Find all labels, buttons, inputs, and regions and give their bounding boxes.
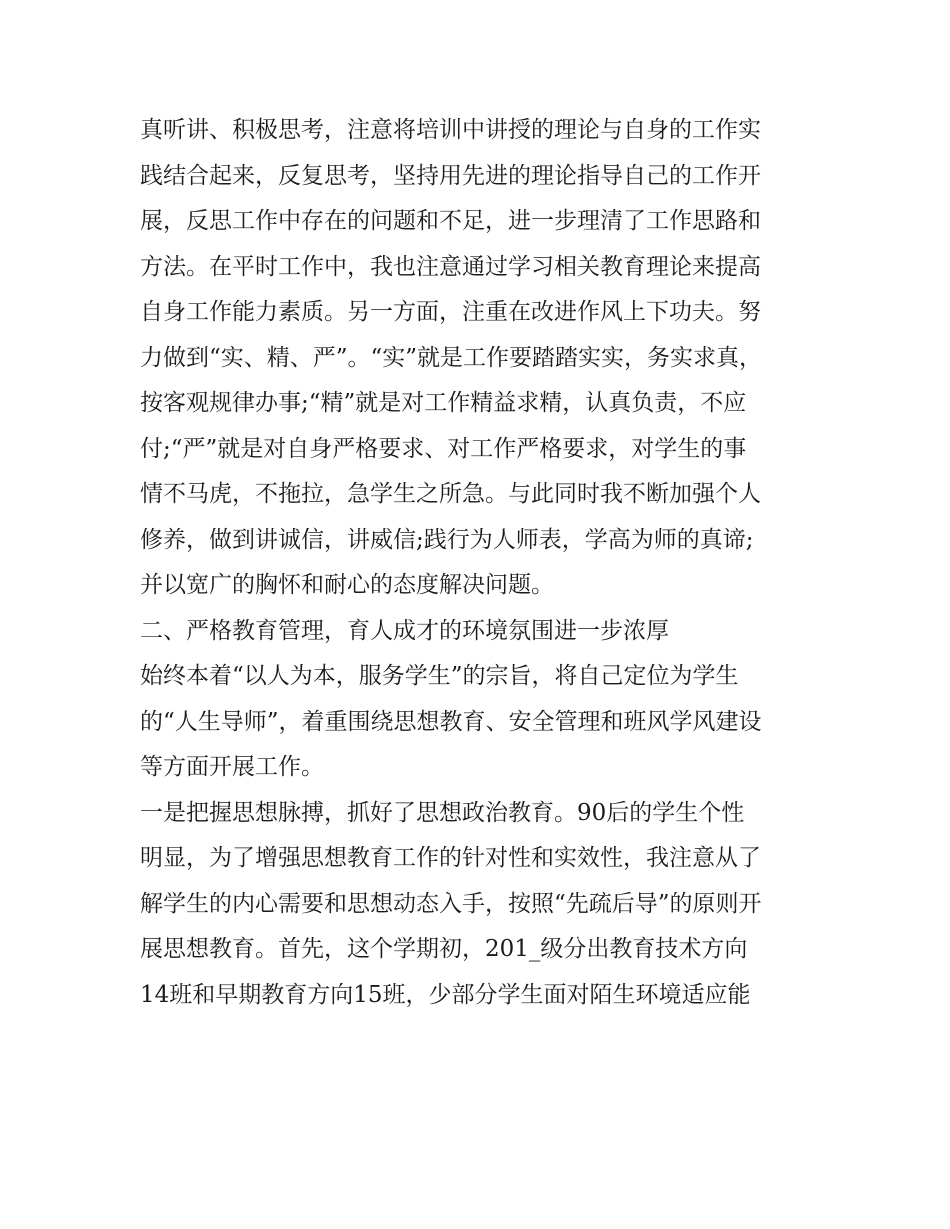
text-line: 展，反思工作中存在的问题和不足，进一步理清了工作思路和 [140,208,761,234]
text-line: 始终本着“以人为本，服务学生”的宗旨，将自己定位为学生 [140,663,739,689]
text-line: 按客观规律办事;“精”就是对工作精益求精，认真负责，不应 [140,390,747,416]
text-line: 情不马虎，不拖拉，急学生之所急。与此同时我不断加强个人 [140,481,761,507]
text-line: 真听讲、积极思考，注意将培训中讲授的理论与自身的工作实 [140,117,761,143]
text-line: 践结合起来，反复思考，坚持用先进的理论指导自己的工作开 [140,162,761,189]
text-line: 一是把握思想脉搏，抓好了思想政治教育。90后的学生个性 [140,799,745,826]
text-line: 并以宽广的胸怀和耐心的态度解决问题。 [140,572,554,598]
text-line: 等方面开展工作。 [140,754,324,780]
text-line: 自身工作能力素质。另一方面，注重在改进作风上下功夫。努 [140,299,761,325]
text-line: 的“人生导师”，着重围绕思想教育、安全管理和班风学风建设 [140,708,762,735]
text-line: 展思想教育。首先，这个学期初，201_级分出教育技术方向 [140,936,748,962]
section-heading: 二、严格教育管理，育人成才的环境氛围进一步浓厚 [140,617,669,644]
body-text [140,108,830,1018]
text-line: 付;“严”就是对自身严格要求、对工作严格要求，对学生的事 [140,435,747,462]
text-line: 明显，为了增强思想教育工作的针对性和实效性，我注意从了 [140,845,761,871]
text-line: 力做到“实、精、严”。“实”就是工作要踏踏实实，务实求真， [140,344,763,371]
text-line: 解学生的内心需要和思想动态入手，按照“先疏后导”的原则开 [140,890,762,917]
text-line: 方法。在平时工作中，我也注意通过学习相关教育理论来提高 [140,253,761,280]
text-line: 14班和早期教育方向15班，少部分学生面对陌生环境适应能 [140,981,751,1008]
text-line: 修养，做到讲诚信，讲威信;践行为人师表，学高为师的真谛; [140,526,754,553]
